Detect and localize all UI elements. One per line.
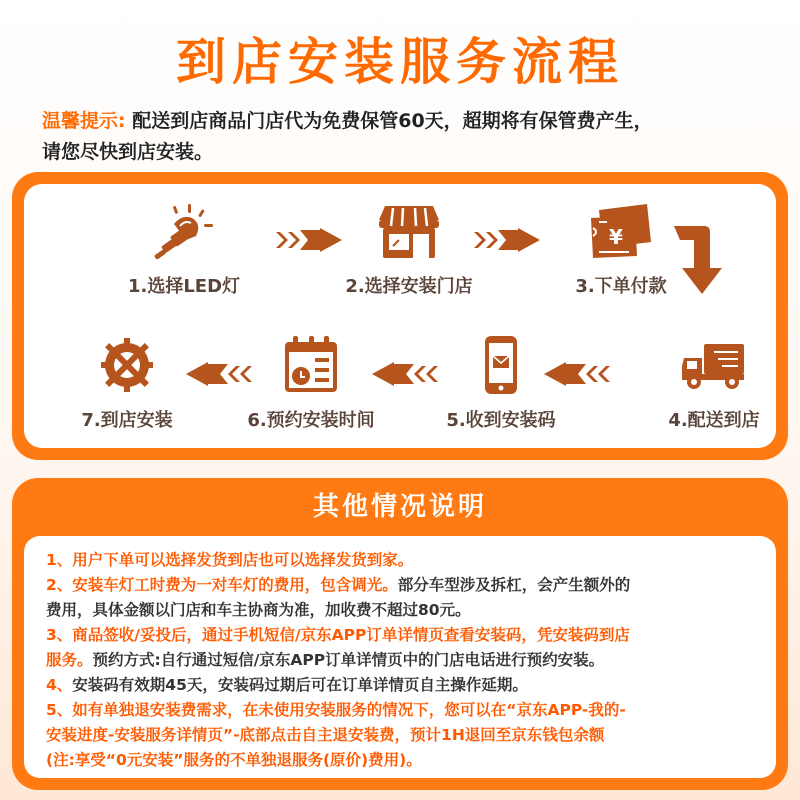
- led-bulb-icon: [152, 202, 216, 260]
- step-label: 7.到店安装: [81, 410, 173, 431]
- info-line: 5、如有单独退安装费需求，在未使用安装服务的情况下，您可以在“京东APP-我的-: [46, 701, 626, 719]
- info-line: 安装进度-安装服务详情页”-底部点击自主退安装费，预计1H退回至京东钱包余额: [46, 726, 605, 744]
- info-body: [24, 536, 776, 778]
- tip-line-1: 配送到店商品门店代为免费保管60天，超期将有保管费产生，: [132, 110, 653, 132]
- wrench-gear-icon: [95, 336, 159, 394]
- info-line: 2、安装车灯工时费为一对车灯的费用，包含调光。部分车型涉及拆杠，会产生额外的: [46, 576, 631, 594]
- step-label: 3.下单付款: [575, 276, 667, 297]
- step-label: 6.预约安装时间: [247, 410, 375, 431]
- step-label: 4.配送到店: [668, 410, 760, 431]
- page-title: 到店安装服务流程: [176, 33, 624, 91]
- info-line: 1、用户下单可以选择发货到店也可以选择发货到家。: [46, 551, 414, 569]
- step-delivery: [629, 336, 799, 432]
- payment-ticket-icon: [589, 202, 653, 260]
- info-line: 费用，具体金额以门店和车主协商为准，加收费不超过80元。: [46, 601, 471, 619]
- info-heading: 其他情况说明: [312, 492, 487, 522]
- tip-label: 温馨提示:: [42, 110, 126, 132]
- delivery-truck-icon: [682, 336, 746, 394]
- info-line: 3、商品签收/妥投后，通过手机短信/京东APP订单详情页查看安装码，凭安装码到店: [46, 626, 630, 644]
- step-label: 5.收到安装码: [446, 410, 556, 431]
- info-line: 服务。预约方式:自行通过短信/京东APP订单详情页中的门店电话进行预约安装。: [46, 651, 605, 669]
- arrow-right-icon: [470, 228, 542, 252]
- step-install-at-store: [42, 336, 212, 432]
- arrow-down-corner-icon: [674, 224, 730, 296]
- phone-message-icon: [469, 336, 533, 394]
- info-line: (注:享受“0元安装”服务的不单独退服务(原价)费用)。: [46, 751, 422, 769]
- step-label: 2.选择安装门店: [345, 276, 473, 297]
- svg-text:¥: ¥: [609, 225, 623, 249]
- tip-notice: [42, 106, 762, 168]
- storefront-icon: [377, 202, 441, 260]
- other-situations-panel: [12, 478, 788, 790]
- process-flow-card: [24, 184, 776, 448]
- step-select-store: [324, 202, 494, 298]
- step-label: 1.选择LED灯: [127, 276, 241, 297]
- process-flow-panel: [12, 172, 788, 460]
- info-line: 4、安装码有效期45天，安装码过期后可在订单详情页自主操作延期。: [46, 676, 528, 694]
- step-select-led: [99, 202, 269, 298]
- tip-line-2: 请您尽快到店安装。: [42, 141, 214, 163]
- calendar-clock-icon: [279, 336, 343, 394]
